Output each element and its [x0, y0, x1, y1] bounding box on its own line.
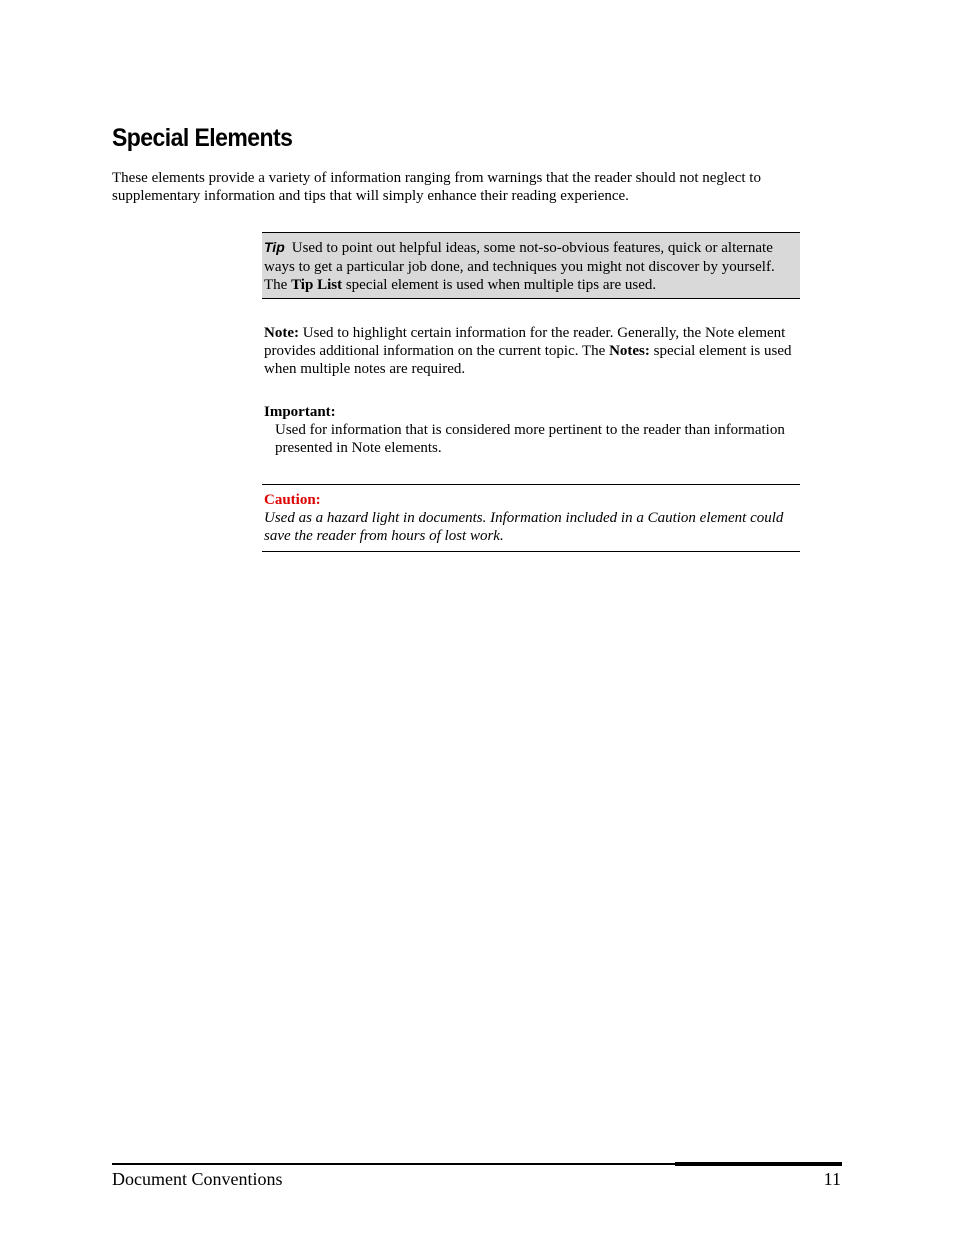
note-label: Note: — [264, 325, 299, 341]
caution-box — [262, 484, 800, 552]
important-text: Used for information that is considered more pertinent to the reader than information presented in Note elements. — [275, 422, 785, 456]
tip-text-end: special element is used when multiple tips are used. — [342, 277, 657, 293]
caution-label: Caution: — [264, 492, 321, 508]
important-label: Important: — [264, 404, 336, 420]
tip-text: Used to point out helpful ideas, some not-so-obvious features, quick or alternate ways to get a particular job done, and techniques you might not discover by yourself. The — [264, 240, 775, 293]
note-element — [264, 324, 800, 378]
notes-bold: Notes: — [609, 343, 650, 359]
footer-page-number: 11 — [823, 1169, 841, 1189]
note-text-end: special element is used when multiple notes are required. — [264, 343, 792, 377]
note-text: Used to highlight certain information for the reader. Generally, the Note element provides additional information on the current topic. The — [264, 325, 786, 359]
caution-text: Used as a hazard light in documents. Information included in a Caution element could save the reader from hours of lost work. — [264, 510, 784, 544]
tip-label: Tip — [264, 239, 285, 255]
footer-rule-accent — [675, 1162, 842, 1166]
intro-paragraph: These elements provide a variety of information ranging from warnings that the reader should not neglect to supplementary information and tips that will simply enhance their reading experience. — [112, 170, 761, 204]
tip-list-bold: Tip List — [291, 277, 343, 293]
footer-title: Document Conventions — [112, 1169, 283, 1189]
page-title: Special Elements — [112, 124, 293, 152]
tip-box — [262, 232, 800, 299]
